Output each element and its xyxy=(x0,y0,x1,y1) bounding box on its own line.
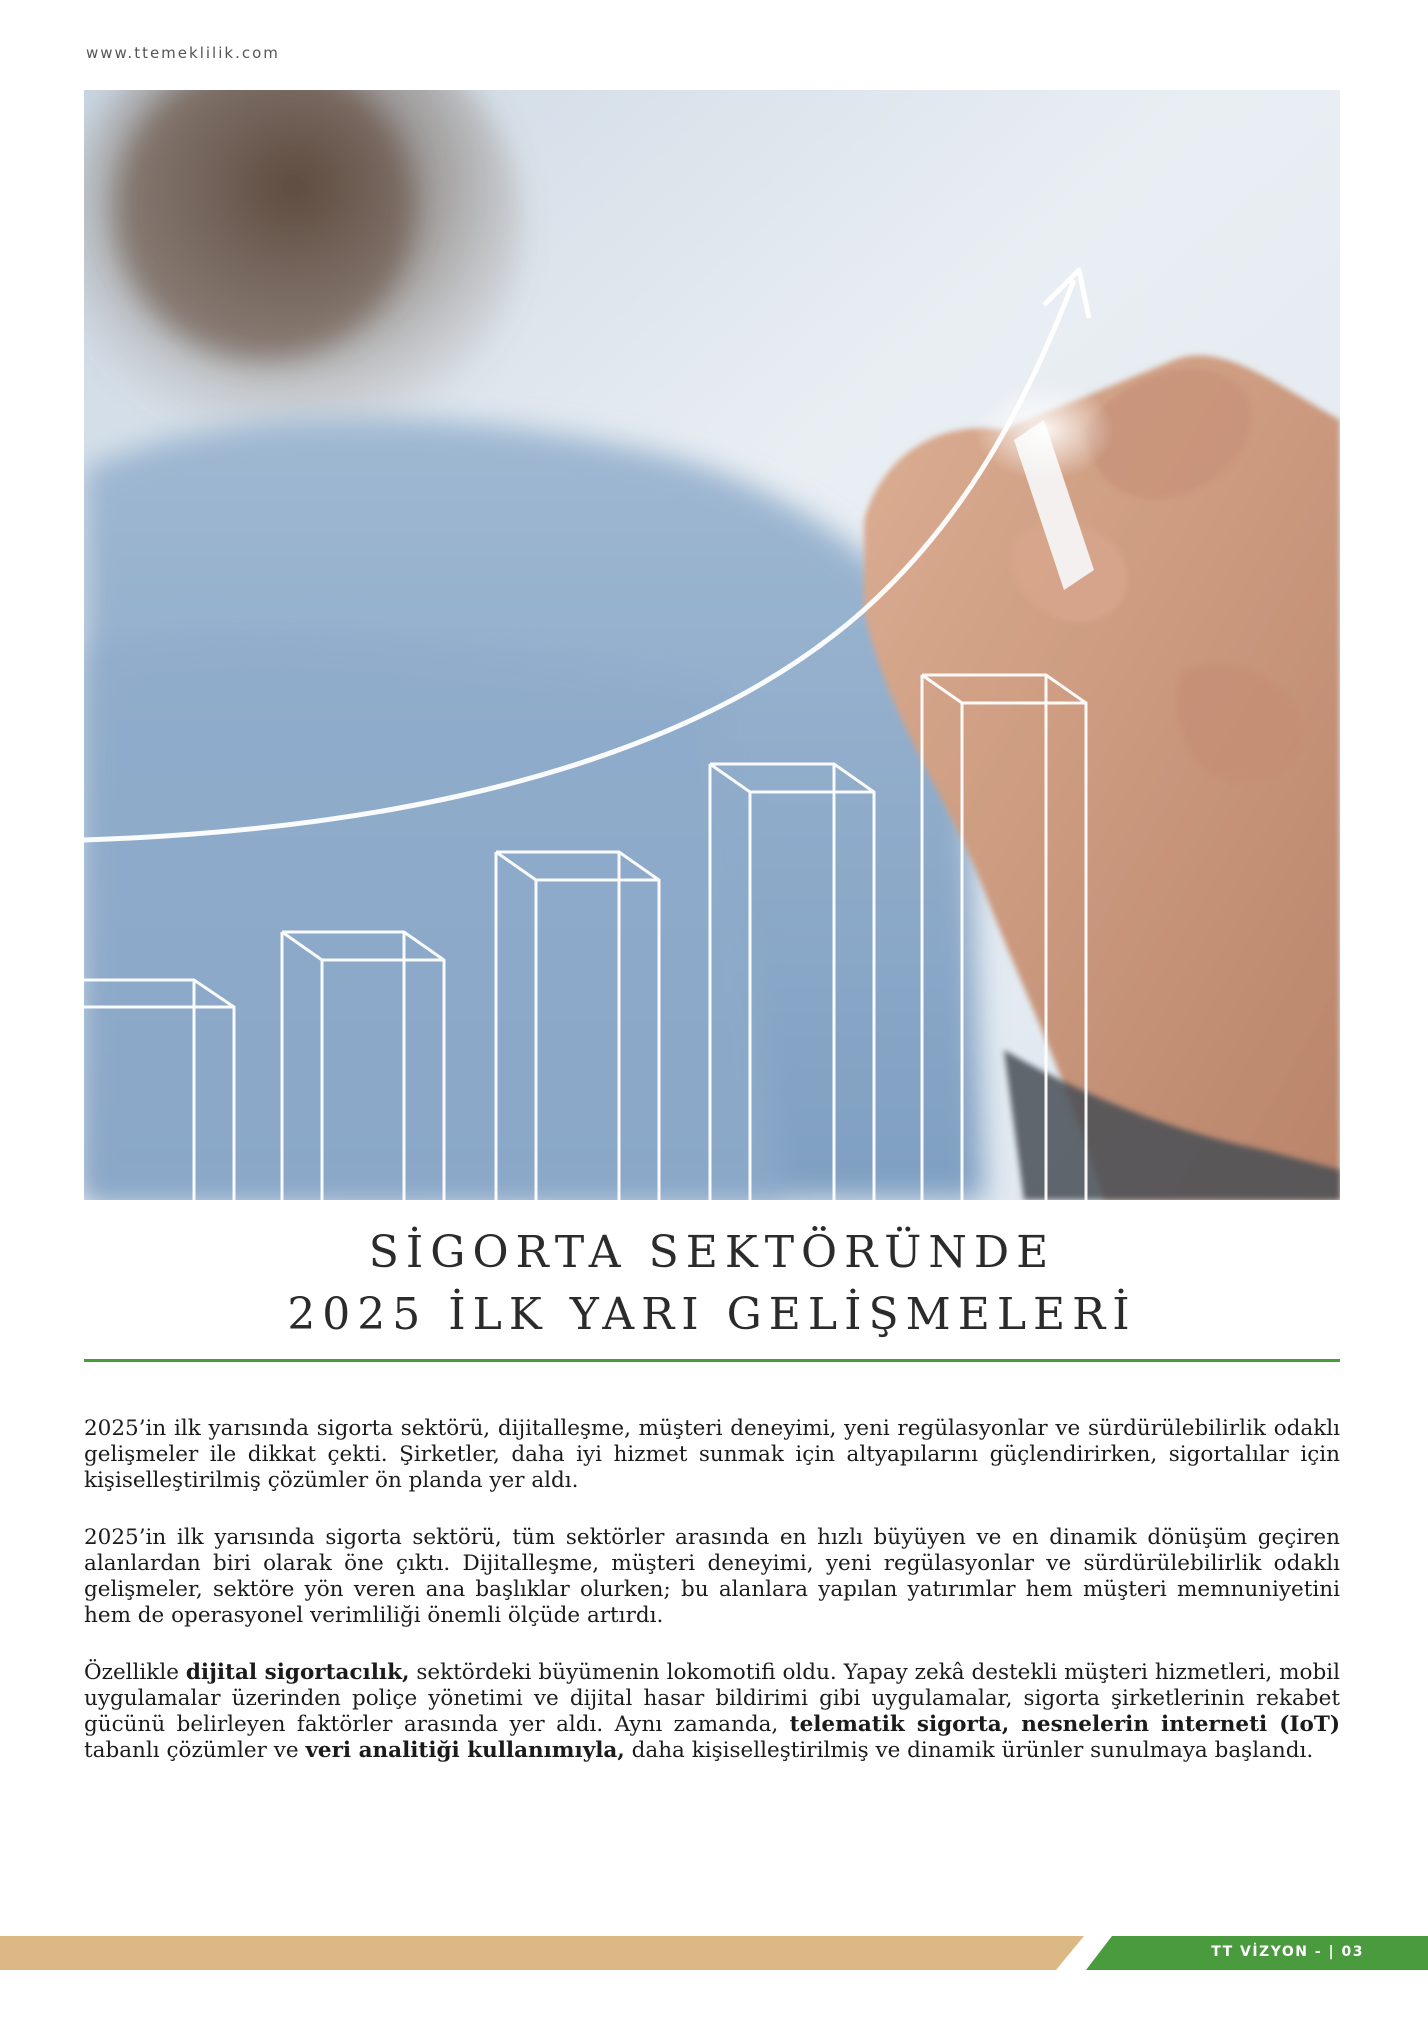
article-title xyxy=(84,1222,1340,1346)
p3-text-4: daha kişiselleştirilmiş ve dinamik ürünler sunulmaya başlandı. xyxy=(624,1738,1314,1763)
p3-text-3: tabanlı çözümler ve xyxy=(84,1738,306,1763)
article-body xyxy=(84,1416,1340,1795)
p3-bold-2: telematik sigorta, nesnelerin interneti (IoT) xyxy=(789,1712,1340,1737)
site-url[interactable]: www.ttemeklilik.com xyxy=(86,44,280,62)
paragraph-3 xyxy=(84,1660,1340,1764)
hero-image xyxy=(84,90,1340,1200)
p3-text-1: Özellikle xyxy=(84,1660,186,1685)
title-divider xyxy=(84,1359,1340,1362)
p3-text-2: sektördeki büyümenin lokomotifi oldu. Yapay zekâ destekli müşteri hizmetleri, mobil uygulamalar üzerinden poliçe yönetimi ve dijital hasar bildirimi gibi uygulamalar, sigorta şirketlerinin rekabet gücünü belirleyen faktörler arasında yer aldı. Aynı zamanda, xyxy=(84,1660,1340,1737)
paragraph-1: 2025’in ilk yarısında sigorta sektörü, dijitalleşme, müşteri deneyimi, yeni regülasyonlar ve sürdürülebilirlik odaklı gelişmeler ile dikkat çekti. Şirketler, daha iyi hizmet sunmak için altyapılarını güçlendirirken, sigortalılar için kişiselleştirilmiş çözümler ön planda yer aldı. xyxy=(84,1416,1340,1493)
footer-page-label: TT VİZYON - | 03 xyxy=(1211,1944,1364,1960)
p3-bold-3: veri analitiği kullanımıyla, xyxy=(305,1738,625,1763)
title-line-2: 2025 İLK YARI GELİŞMELERİ xyxy=(287,1289,1137,1340)
paragraph-2: 2025’in ilk yarısında sigorta sektörü, tüm sektörler arasında en hızlı büyüyen ve en dinamik dönüşüm geçiren alanlardan biri olarak öne çıktı. Dijitalleşme, müşteri deneyimi, yeni regülasyonlar ve sürdürülebilirlik odaklı gelişmeler, sektöre yön veren ana başlıklar olurken; bu alanlara yapılan yatırımlar hem müşteri memnuniyetini hem de operasyonel verimliliği önemli ölçüde artırdı. xyxy=(84,1525,1340,1628)
p3-bold-1: dijital sigortacılık, xyxy=(185,1660,410,1685)
title-line-1: SİGORTA SEKTÖRÜNDE xyxy=(368,1227,1056,1278)
